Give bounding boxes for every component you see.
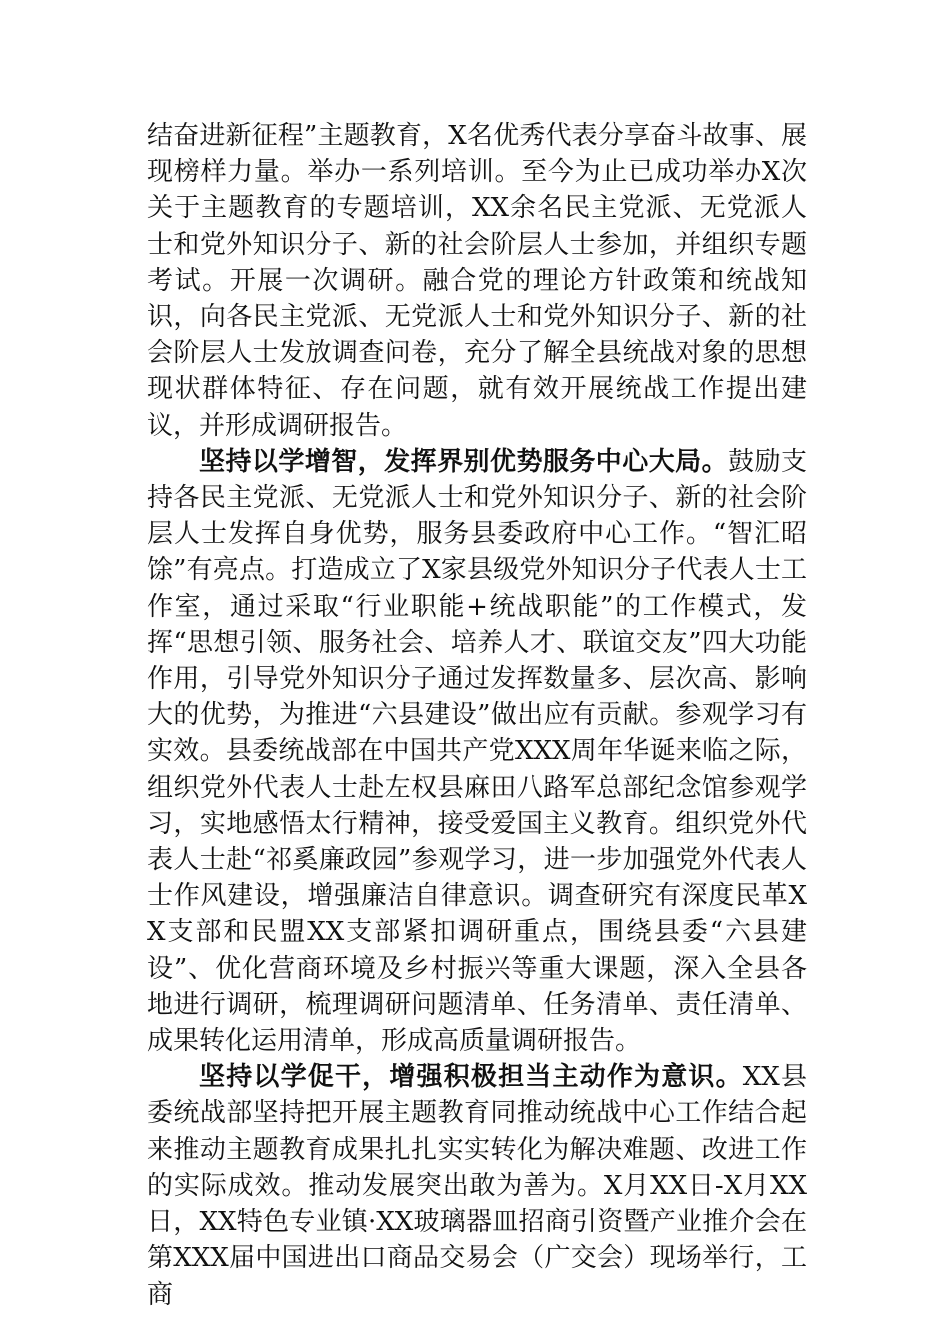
document-body [147,118,807,1313]
paragraph-heading: 坚持以学增智，发挥界别优势服务中心大局。 [199,446,729,477]
paragraph-heading: 坚持以学促干，增强积极担当主动作为意识。 [199,1062,743,1093]
paragraph-text: 结奋进新征程”主题教育，X名优秀代表分享奋斗故事、展现榜样力量。举办一系列培训。至今为止已成功举办X次关于主题教育的专题培训，XX余名民主党派、无党派人士和党外知识分子、新的社会阶层人士参加，并组织专题考试。开展一次调研。融合党的理论方针政策和统战知识，向各民主党派、无党派人士和党外知识分子、新的社会阶层人士发放调查问卷，充分了解全县统战对象的思想现状群体特征、存在问题，就有效开展统战工作提出建议，并形成调研报告。 [147,121,807,441]
paragraph-learning-action [147,1059,807,1312]
paragraph-learning-wisdom [147,444,807,1059]
paragraph-text: 鼓励支持各民主党派、无党派人士和党外知识分子、新的社会阶层人士发挥自身优势，服务县委政府中心工作。“智汇昭馀”有亮点。打造成立了X家县级党外知识分子代表人士工作室，通过采取“行业职能+统战职能”的工作模式，发挥“思想引领、服务社会、培养人才、联谊交友”四大功能作用，引导党外知识分子通过发挥数量多、层次高、影响大的优势，为推进“六县建设”做出应有贡献。参观学习有实效。县委统战部在中国共产党XXX周年华诞来临之际，组织党外代表人士赴左权县麻田八路军总部纪念馆参观学习，实地感悟太行精神，接受爱国主义教育。组织党外代表人士赴“祁奚廉政园”参观学习，进一步加强党外代表人士作风建设，增强廉洁自律意识。调查研究有深度民革XX支部和民盟XX支部紧扣调研重点，围绕县委“六县建设”、优化营商环境及乡村振兴等重大课题，深入全县各地进行调研，梳理调研问题清单、任务清单、责任清单、成果转化运用清单，形成高质量调研报告。 [147,446,807,1057]
paragraph-continuation [147,118,807,444]
paragraph-text: XX县委统战部坚持把开展主题教育同推动统战中心工作结合起来推动主题教育成果扎扎实实转化为解决难题、改进工作的实际成效。推动发展突出敢为善为。X月XX日-X月XX日，XX特色专业镇·XX玻璃器皿招商引资暨产业推介会在第XXX届中国进出口商品交易会（广交会）现场举行，工商 [147,1062,807,1310]
